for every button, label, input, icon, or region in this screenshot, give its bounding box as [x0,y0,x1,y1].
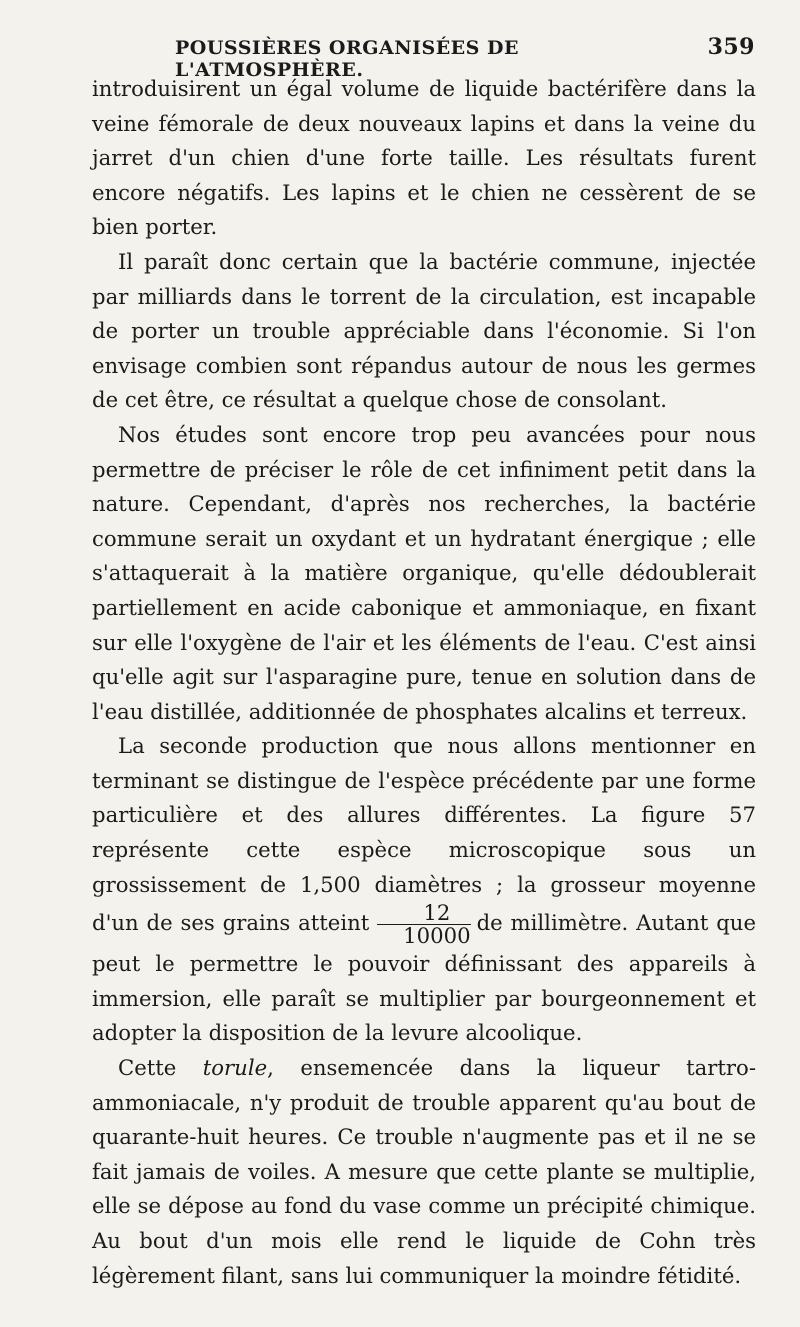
fraction-numerator: 12 [377,902,470,925]
fraction [377,902,470,947]
paragraph-5-start: Cette [118,1055,177,1081]
running-title: POUSSIÈRES ORGANISÉES DE L'ATMOSPHÈRE. [175,37,519,81]
paragraph-2: Il paraît donc certain que la bactérie commune, injectée par milliards dans le torrent de la circulation, est incapable de porter un trouble appréciable dans l'économie. Si l'on envisage combien sont répandus autour de nous les germes de cet être, ce résultat a quelque chose de consolant. [92,248,756,413]
paragraph-5-italic: torule [202,1055,268,1081]
paragraph-3: Nos études sont encore trop peu avancées pour nous permettre de préciser le rôle de cet infiniment petit dans la nature. Cependant, d'après nos recherches, la bactérie commune serait un oxydant et un hydratant énergique ; elle s'attaquerait à la matière organique, qu'elle dédoublerait partiellement en acide cabonique et ammoniaque, en fixant sur elle l'oxygène de l'air et les éléments de l'eau. C'est ainsi qu'elle agit sur l'asparagine pure, tenue en solution dans de l'eau distillée, additionnée de phosphates alcalins et terreux. [92,421,756,724]
paragraph-1: introduisirent un égal volume de liquide bactérifère dans la veine fémorale de deux nouveaux lapins et dans la veine du jarret d'un chien d'une forte taille. Les résultats furent encore négatifs. Les lapins et le chien ne cessèrent de se bien porter. [92,76,756,240]
page-number: 359 [707,34,755,60]
paragraph-5 [92,1051,756,1293]
page-body [92,72,756,1293]
paragraph-4 [92,729,756,1051]
paragraph-5-rest: , ensemencée dans la liqueur tartro-ammoniacale, n'y produit de trouble apparent qu'au bout de quarante-huit heures. Ce trouble n'augmente pas et il ne se fait jamais de voiles. A mesure que cette plante se multiplie, elle se dépose au fond du vase comme un précipité chimique. Au bout d'un mois elle rend le liquide de Cohn très légèrement filant, sans lui communiquer la moindre fétidité. [92,1055,756,1288]
fraction-denominator: 10000 [403,923,471,949]
paragraph-4-text-a: La seconde production que nous allons mentionner en terminant se distingue de l'espèce précédente par une forme particulière et des allures différentes. La figure 57 représente cette espèce microscopique sous un grossissement de 1,500 diamètres ; la grosseur moyenne d'un de ses grains atteint [92,733,756,936]
paragraph-4-text-b: de millimètre. Autant que peut le permettre le pouvoir définissant des appareils à immersion, elle paraît se multiplier par bourgeonnement et adopter la disposition de la levure alcoolique. [92,910,756,1046]
